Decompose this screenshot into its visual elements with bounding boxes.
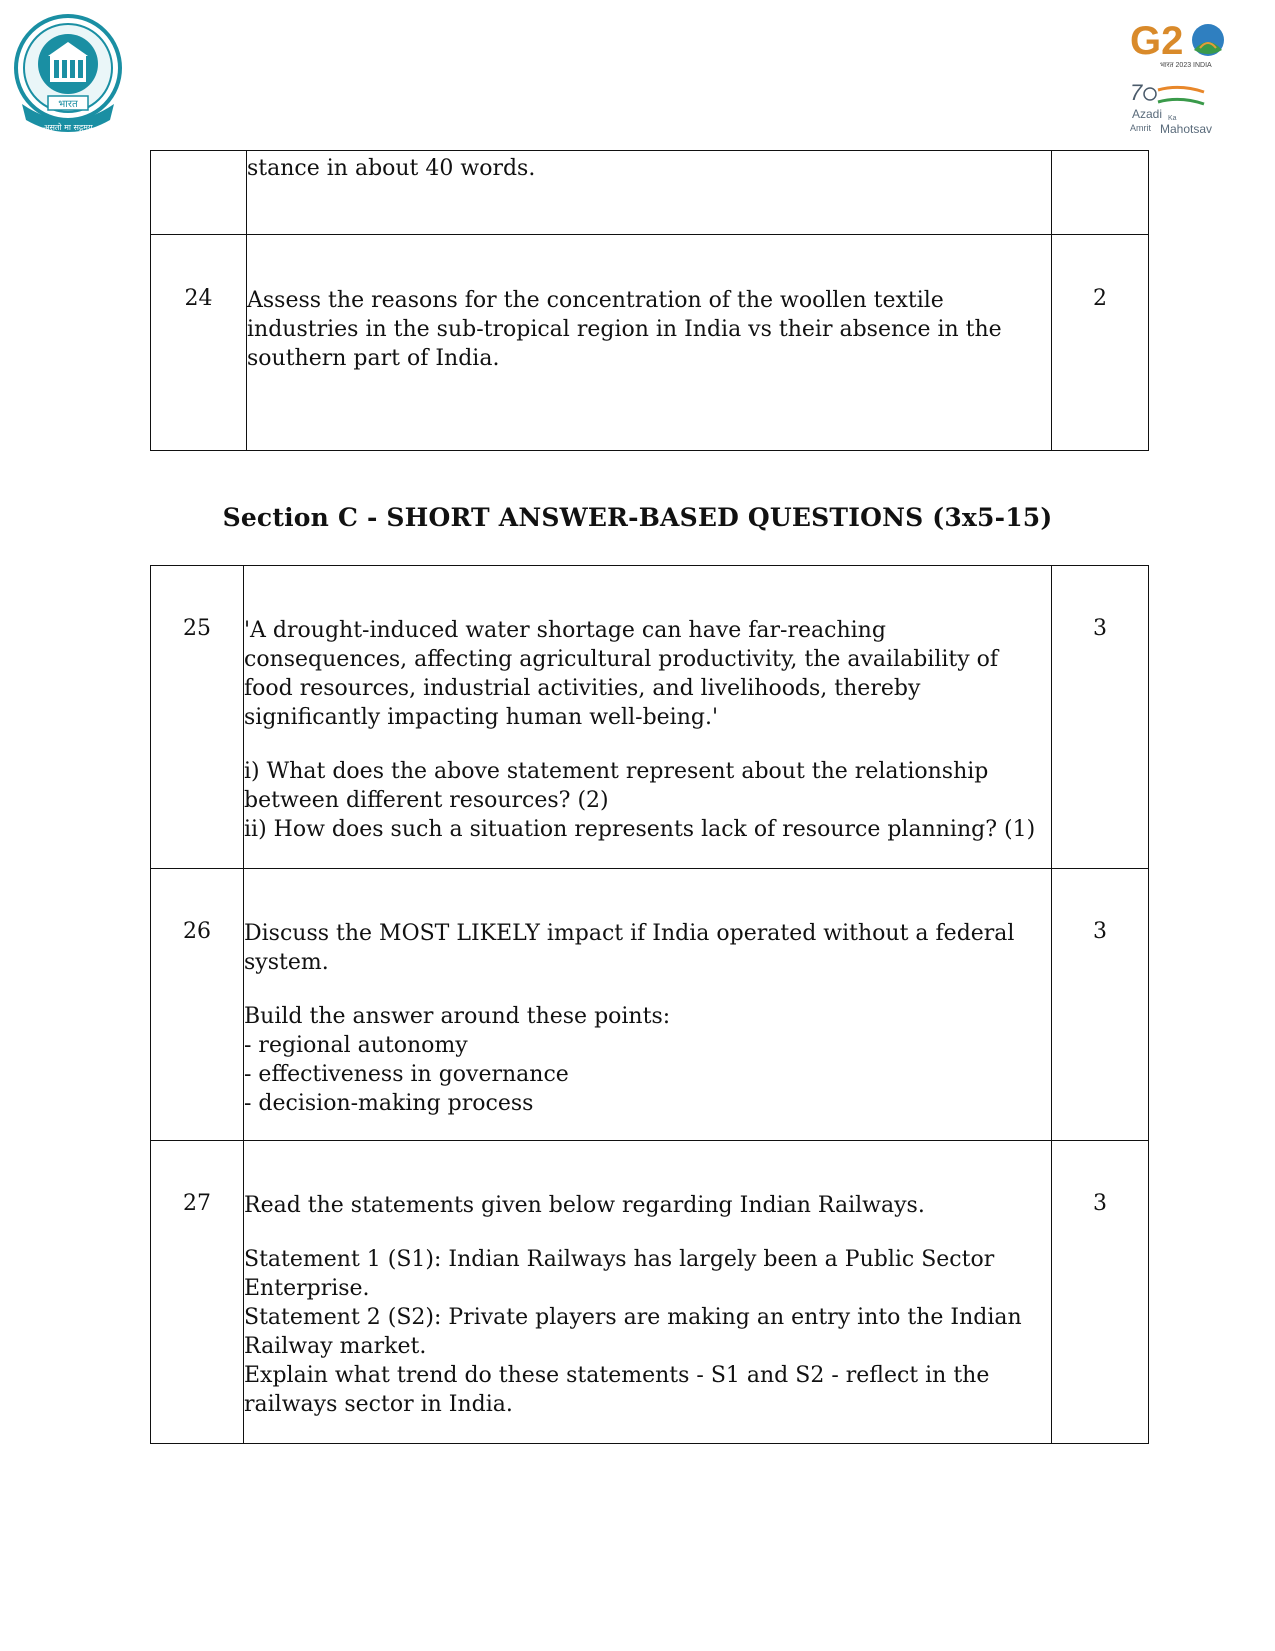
azadi-ka: Ka — [1168, 115, 1177, 122]
question-text: Read the statements given below regarding Indian Railways. — [244, 1193, 925, 1218]
g20-logo-icon — [1130, 14, 1240, 144]
g20-text: G2 — [1130, 19, 1184, 63]
question-number: 27 — [151, 1141, 244, 1444]
question-marks: 2 — [1052, 235, 1149, 451]
table-row — [151, 869, 1149, 1141]
azadi-line2: Amrit — [1130, 123, 1151, 133]
question-marks: 3 — [1052, 1141, 1149, 1444]
question-text-cell — [244, 566, 1052, 869]
question-marks — [1052, 151, 1149, 235]
question-point: - decision-making process — [244, 1091, 534, 1116]
question-instruction: Explain what trend do these statements - S1 and S2 - reflect in the railways sector in India. — [244, 1363, 990, 1417]
question-text-cell — [244, 1141, 1052, 1444]
question-number: 24 — [151, 235, 247, 451]
question-text-cell — [247, 151, 1052, 235]
question-point: - effectiveness in governance — [244, 1062, 569, 1087]
paragraph-gap — [244, 1220, 1051, 1245]
svg-text:7: 7 — [1130, 80, 1143, 105]
question-subpart: ii) How does such a situation represents lack of resource planning? (1) — [244, 817, 1036, 842]
question-text: Assess the reasons for the concentration of the woollen textile industries in the sub-tropical region in India vs their absence in the southern part of India. — [247, 288, 1002, 371]
question-number: 25 — [151, 566, 244, 869]
question-marks: 3 — [1052, 566, 1149, 869]
table-row — [151, 235, 1149, 451]
section-title: Section C - SHORT ANSWER-BASED QUESTIONS (3x5-15) — [222, 503, 1053, 532]
azadi-line1: Azadi — [1132, 107, 1163, 121]
table-row — [151, 1141, 1149, 1444]
cbse-logo — [12, 12, 124, 140]
question-text: stance in about 40 words. — [247, 156, 536, 181]
question-number: 26 — [151, 869, 244, 1141]
right-logos — [1130, 14, 1240, 144]
question-point: - regional autonomy — [244, 1033, 468, 1058]
azadi-line3: Mahotsav — [1160, 122, 1213, 136]
logo-motto-text: असतो मा सद्गमय — [43, 123, 93, 132]
g20-subtext: भारत 2023 INDIA — [1160, 62, 1212, 69]
table-row — [151, 566, 1149, 869]
statement-text: Statement 2 (S2): Private players are making an entry into the Indian Railway market. — [244, 1305, 1022, 1359]
paragraph-gap — [244, 977, 1051, 1002]
questions-table-top — [150, 150, 1149, 451]
statement-text: Statement 1 (S1): Indian Railways has largely been a Public Sector Enterprise. — [244, 1247, 995, 1301]
paragraph-gap — [244, 732, 1051, 757]
table-row — [151, 151, 1149, 235]
question-text-cell — [247, 235, 1052, 451]
question-text-cell — [244, 869, 1052, 1141]
question-subpart: i) What does the above statement represent about the relationship between different resources? (2) — [244, 759, 989, 813]
question-point: Build the answer around these points: — [244, 1004, 671, 1029]
question-text: Discuss the MOST LIKELY impact if India operated without a federal system. — [244, 921, 1015, 975]
questions-table-bottom — [150, 565, 1149, 1444]
question-text: 'A drought-induced water shortage can have far-reaching consequences, affecting agricultural productivity, the availability of food resources, industrial activities, and livelihoods, thereby significantly impacting human well-being.' — [244, 618, 999, 730]
question-marks: 3 — [1052, 869, 1149, 1141]
azadi-ka-amrit-mahotsav-icon — [1130, 80, 1212, 136]
question-number — [151, 151, 247, 235]
cbse-emblem-icon — [12, 12, 124, 140]
logo-bharat-text: भारत — [58, 99, 78, 110]
